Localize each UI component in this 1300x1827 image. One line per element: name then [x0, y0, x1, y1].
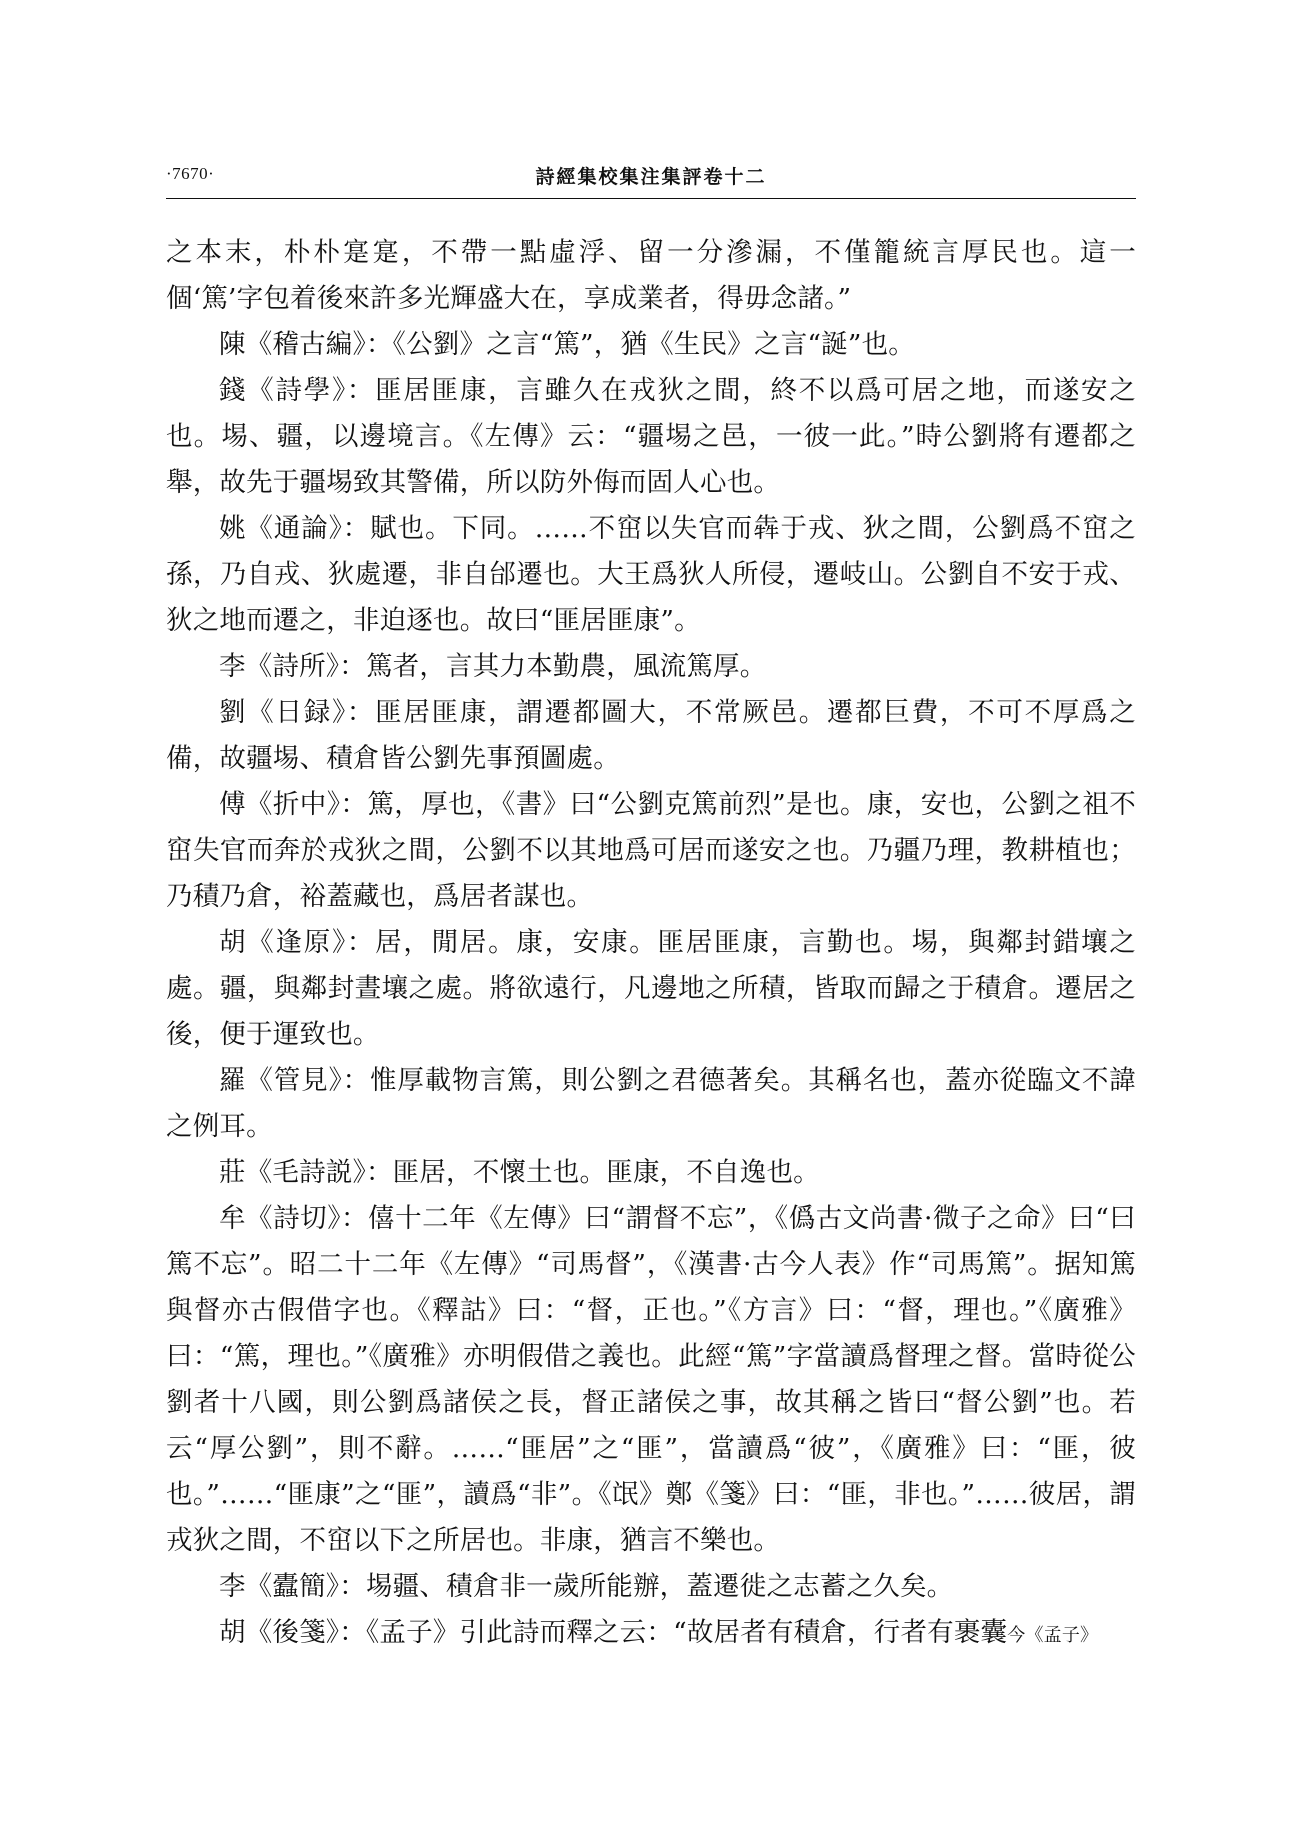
- paragraph-hu-fengyuan: 胡《逢原》：居，閒居。康，安康。匪居匪康，言勤也。埸，與鄰封錯壤之處。疆，與鄰封晝壤之處。將欲遠行，凡邊地之所積，皆取而歸之于積倉。遷居之後，便于運致也。: [166, 927, 1136, 1050]
- running-title: 詩經集校集注集評卷十二: [535, 166, 767, 188]
- body-text: [166, 230, 1136, 1659]
- paragraph-chen-jigubian: 陳《稽古編》：《公劉》之言“篤”，猶《生民》之言“誕”也。: [219, 329, 915, 360]
- paragraph-li-shisuo: 李《詩所》：篤者，言其力本勤農，風流篤厚。: [219, 651, 767, 682]
- paragraph-mou-shiqie: 牟《詩切》：僖十二年《左傳》曰“謂督不忘”，《僞古文尚書·微子之命》曰“曰篤不忘”。昭二十二年《左傳》“司馬督”，《漢書·古今人表》作“司馬篤”。据知篤與督亦古假借字也。《釋詁》曰：“督，正也。”《方言》曰：“督，理也。”《廣雅》曰：“篤，理也。”《廣雅》亦明假借之義也。此經“篤”字當讀爲督理之督。當時從公劉者十八國，則公劉爲諸侯之長，督正諸侯之事，故其稱之皆曰“督公劉”也。若云“厚公劉”，則不辭。……“匪居”之“匪”，當讀爲“彼”，《廣雅》曰：“匪，彼也。”……“匪康”之“匪”，讀爲“非”。《氓》鄭《箋》曰：“匪，非也。”……彼居，謂戎狄之間，不窋以下之所居也。非康，猶言不樂也。: [166, 1203, 1136, 1556]
- paragraph-hu-houjian: [166, 1610, 1136, 1659]
- paragraph-qian-shixue: 錢《詩學》：匪居匪康，言雖久在戎狄之間，終不以爲可居之地，而遂安之也。埸、疆，以邊境言。《左傳》云：“疆埸之邑，一彼一此。”時公劉將有遷都之舉，故先于疆埸致其警備，所以防外侮而固人心也。: [166, 375, 1136, 498]
- paragraph-luo-guanjian: 羅《管見》：惟厚載物言篤，則公劉之君德著矣。其稱名也，蓋亦從臨文不諱之例耳。: [166, 1065, 1136, 1142]
- paragraph-hu-houjian-text: 胡《後箋》：《孟子》引此詩而釋之云：“故居者有積倉，行者有裹囊: [219, 1617, 1008, 1648]
- inline-note: 今《孟子》: [1007, 1625, 1099, 1646]
- paragraph-yao-tonglun: 姚《通論》：賦也。下同。……不窋以失官而犇于戎、狄之間，公劉爲不窋之孫，乃自戎、狄處遷，非自邰遷也。大王爲狄人所侵，遷岐山。公劉自不安于戎、狄之地而遷之，非迫逐也。故曰“匪居匪康”。: [166, 513, 1136, 636]
- paragraph-liu-rilu: 劉《日録》：匪居匪康，謂遷都圖大，不常厥邑。遷都巨費，不可不厚爲之備，故疆埸、積倉皆公劉先事預圖處。: [166, 697, 1136, 774]
- paragraph-zhuang-maoshishuo: 莊《毛詩説》：匪居，不懷土也。匪康，不自逸也。: [219, 1157, 820, 1188]
- page-header: [166, 160, 1136, 199]
- paragraph-li-dujian: 李《蠹簡》：埸疆、積倉非一歲所能辦，蓋遷徙之志蓄之久矣。: [219, 1571, 954, 1602]
- paragraph-fu-zhezhong: 傅《折中》：篤，厚也，《書》曰“公劉克篤前烈”是也。康，安也，公劉之祖不窋失官而奔於戎狄之間，公劉不以其地爲可居而遂安之也。乃疆乃理，教耕植也；乃積乃倉，裕蓋藏也，爲居者謀也。: [166, 789, 1136, 912]
- page-number: ·7670·: [166, 164, 215, 183]
- paragraph-continuation: 之本末，朴朴寔寔，不帶一點虛浮、留一分滲漏，不僅籠統言厚民也。這一個‘篤’字包着後來許多光輝盛大在，享成業者，得毋念諸。”: [166, 237, 1136, 314]
